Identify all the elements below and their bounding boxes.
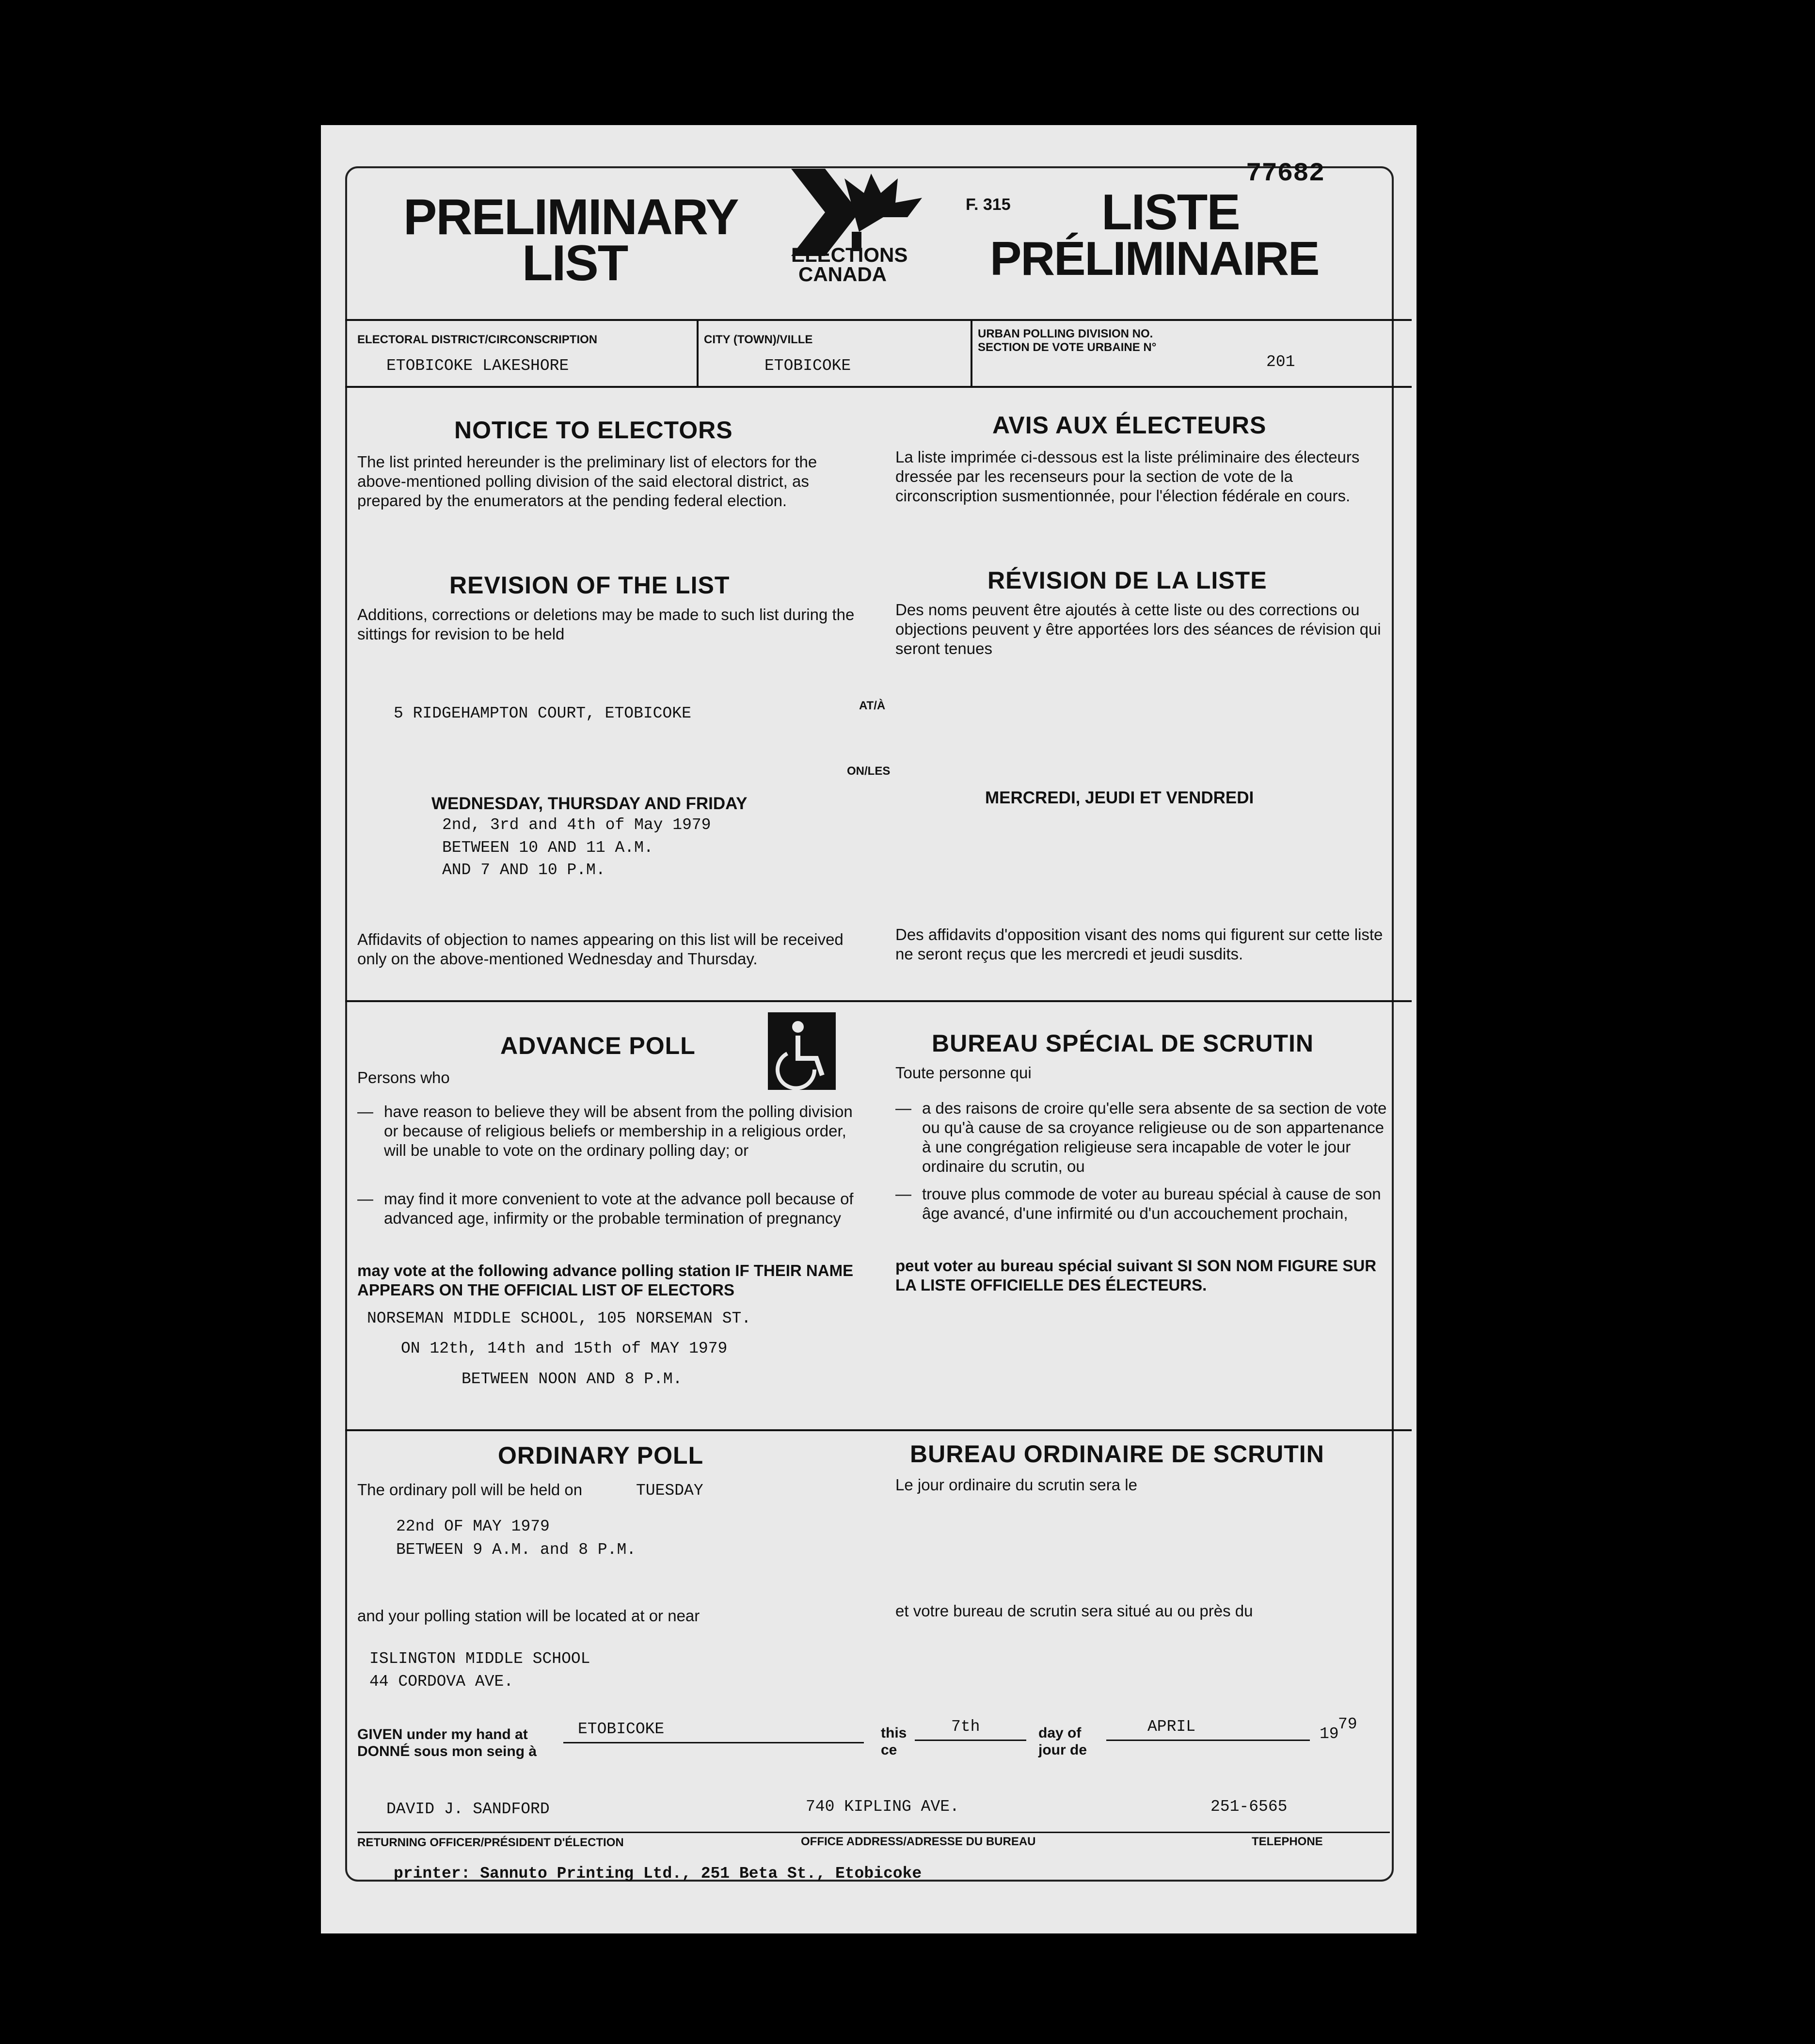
polling-station-line-2: 44 CORDOVA AVE.: [369, 1673, 514, 1691]
affidavit-text-en: Affidavits of objection to names appearing on this list will be received only on the above-mentioned Wednesday and Thursday.: [357, 930, 844, 968]
revision-days-en: WEDNESDAY, THURSDAY AND FRIDAY: [431, 794, 748, 813]
revision-title-fr: RÉVISION DE LA LISTE: [987, 567, 1267, 594]
polling-division-label-en: URBAN POLLING DIVISION NO.: [978, 327, 1153, 340]
field-box-top-rule: [345, 319, 1412, 321]
jour-de-label: jour de: [1038, 1742, 1087, 1758]
notice-title-fr: AVIS AUX ÉLECTEURS: [992, 412, 1267, 439]
officer-name-label: RETURNING OFFICER/PRÉSIDENT D'ÉLECTION: [357, 1836, 624, 1849]
advance-poll-item-2-fr: trouve plus commode de voter au bureau spécial à cause de son âge avancé, d'une infirmité ou d'un accouchement prochain,: [922, 1185, 1381, 1222]
advance-poll-item-1-fr: a des raisons de croire qu'elle sera absente de sa section de vote ou qu'à cause de sa croyance religieuse ou de son appartenance à une congrégation religieuse sera incapable de voter le jour ordinaire du scrutin, ou: [922, 1099, 1387, 1175]
polling-station-text-fr: et votre bureau de scrutin sera situé au ou près du: [895, 1602, 1253, 1620]
advance-poll-outro-fr: peut voter au bureau spécial suivant SI SON NOM FIGURE SUR LA LISTE OFFICIELLE DES ÉLECTEURS.: [895, 1257, 1377, 1294]
day-of-label: day of: [1038, 1725, 1082, 1741]
signature-day: 7th: [951, 1718, 980, 1736]
revision-location: 5 RIDGEHAMPTON COURT, ETOBICOKE: [394, 704, 691, 722]
dash-icon: —: [895, 1185, 911, 1203]
ordinary-poll-title-en: ORDINARY POLL: [498, 1442, 704, 1469]
polling-station-line-1: ISLINGTON MIDDLE SCHOOL: [369, 1650, 590, 1668]
printer-credit: printer: Sannuto Printing Ltd., 251 Beta St., Etobicoke: [394, 1865, 922, 1883]
officer-address: 740 KIPLING AVE.: [806, 1798, 959, 1816]
preliminary-title-fr-line2: PRÉLIMINAIRE: [990, 232, 1319, 285]
officer-phone-label: TELEPHONE: [1252, 1835, 1323, 1848]
electoral-district-label: ELECTORAL DISTRICT/CIRCONSCRIPTION: [357, 333, 598, 346]
signature-place: ETOBICOKE: [578, 1720, 665, 1738]
signature-year-suffix: 79: [1338, 1715, 1357, 1733]
field-box-bottom-rule: [345, 386, 1412, 388]
ce-label: ce: [881, 1742, 897, 1758]
ordinary-poll-hours: BETWEEN 9 A.M. and 8 P.M.: [396, 1541, 637, 1559]
notice-title-en: NOTICE TO ELECTORS: [454, 416, 733, 444]
signature-month: APRIL: [1147, 1718, 1196, 1736]
advance-poll-dates: ON 12th, 14th and 15th of MAY 1979: [401, 1340, 728, 1357]
notice-text-fr: La liste imprimée ci-dessous est la liste préliminaire des électeurs dressée par les recenseurs pour la section de vote de la circonscription susmentionnée, pour l'élection fédérale en cours.: [895, 448, 1360, 505]
on-label: ON/LES: [847, 765, 891, 778]
advance-poll-intro-en: Persons who: [357, 1069, 450, 1086]
revision-text-en: Additions, corrections or deletions may be made to such list during the sittings for revision to be held: [357, 606, 855, 643]
logo-text-canada: CANADA: [798, 263, 887, 286]
notice-text-en: The list printed hereunder is the preliminary list of electors for the above-mentioned polling division of the said electoral district, as prepared by the enumerators at the pending federal election.: [357, 453, 817, 510]
ordinary-poll-title-fr: BUREAU ORDINAIRE DE SCRUTIN: [910, 1440, 1324, 1468]
ordinary-poll-day: TUESDAY: [636, 1482, 703, 1500]
advance-poll-top-rule: [345, 1000, 1412, 1002]
document-sheet: [321, 125, 1417, 1933]
electoral-district-value: ETOBICOKE LAKESHORE: [386, 357, 569, 375]
revision-days-fr: MERCREDI, JEUDI ET VENDREDI: [985, 788, 1254, 807]
city-value: ETOBICOKE: [764, 357, 851, 375]
dash-icon: —: [895, 1099, 911, 1117]
polling-station-text-en: and your polling station will be located at or near: [357, 1607, 700, 1625]
advance-poll-item-1-en: have reason to believe they will be absent from the polling division or because of religious beliefs or membership in a religious order, will be unable to vote on the ordinary polling day; or: [384, 1102, 853, 1159]
ordinary-poll-top-rule: [345, 1429, 1412, 1431]
officer-address-label: OFFICE ADDRESS/ADRESSE DU BUREAU: [801, 1835, 1036, 1848]
officer-underline: [357, 1832, 1390, 1833]
given-label-fr: DONNÉ sous mon seing à: [357, 1743, 537, 1759]
preliminary-title-en-line1: PRELIMINARY: [403, 189, 738, 245]
advance-poll-intro-fr: Toute personne qui: [895, 1064, 1032, 1082]
polling-division-value: 201: [1266, 353, 1295, 371]
dash-icon: —: [357, 1102, 373, 1120]
officer-phone: 251-6565: [1210, 1798, 1288, 1816]
advance-poll-station: NORSEMAN MIDDLE SCHOOL, 105 NORSEMAN ST.: [367, 1309, 751, 1327]
advance-poll-outro-en: may vote at the following advance polling station IF THEIR NAME APPEARS ON THE OFFICIAL LIST OF ELECTORS: [357, 1262, 854, 1299]
this-label: this: [881, 1725, 907, 1741]
ordinary-poll-held-on-fr: Le jour ordinaire du scrutin sera le: [895, 1476, 1137, 1494]
logo-text-elections: ELECTIONS: [791, 243, 908, 266]
dash-icon: —: [357, 1190, 373, 1208]
field-divider-2: [971, 319, 972, 387]
at-label: AT/À: [859, 699, 886, 712]
advance-poll-title-en: ADVANCE POLL: [500, 1032, 696, 1059]
place-underline: [563, 1742, 864, 1743]
given-label-en: GIVEN under my hand at: [357, 1726, 528, 1742]
revision-dates: 2nd, 3rd and 4th of May 1979: [442, 816, 711, 834]
preliminary-title-fr-line1: LISTE: [1101, 184, 1240, 240]
month-underline: [1106, 1740, 1310, 1741]
polling-division-label-fr: SECTION DE VOTE URBAINE N°: [978, 341, 1157, 354]
field-divider-1: [697, 319, 699, 387]
preliminary-title-en-line2: LIST: [522, 235, 628, 291]
signature-year-prefix: 19: [1320, 1725, 1339, 1743]
advance-poll-hours: BETWEEN NOON AND 8 P.M.: [462, 1370, 683, 1388]
ordinary-poll-held-on-en: The ordinary poll will be held on: [357, 1481, 583, 1499]
advance-poll-title-fr: BUREAU SPÉCIAL DE SCRUTIN: [932, 1030, 1314, 1057]
revision-time-2: AND 7 AND 10 P.M.: [442, 861, 605, 879]
officer-name: DAVID J. SANDFORD: [386, 1800, 550, 1818]
day-underline: [915, 1740, 1026, 1741]
advance-poll-item-2-en: may find it more convenient to vote at the advance poll because of advanced age, infirmity or the probable termination of pregnancy: [384, 1190, 854, 1227]
revision-title-en: REVISION OF THE LIST: [449, 572, 730, 599]
city-label: CITY (TOWN)/VILLE: [704, 333, 813, 346]
affidavit-text-fr: Des affidavits d'opposition visant des noms qui figurent sur cette liste ne seront reçus que les mercredi et jeudi susdits.: [895, 926, 1383, 963]
revision-text-fr: Des noms peuvent être ajoutés à cette liste ou des corrections ou objections peuvent y être apportées lors des séances de révision qui seront tenues: [895, 601, 1381, 657]
wheelchair-access-icon: [768, 1012, 836, 1090]
revision-time-1: BETWEEN 10 AND 11 A.M.: [442, 839, 653, 857]
serial-number: 77682: [1246, 159, 1325, 189]
ordinary-poll-date: 22nd OF MAY 1979: [396, 1517, 550, 1535]
form-number: F. 315: [966, 195, 1011, 214]
